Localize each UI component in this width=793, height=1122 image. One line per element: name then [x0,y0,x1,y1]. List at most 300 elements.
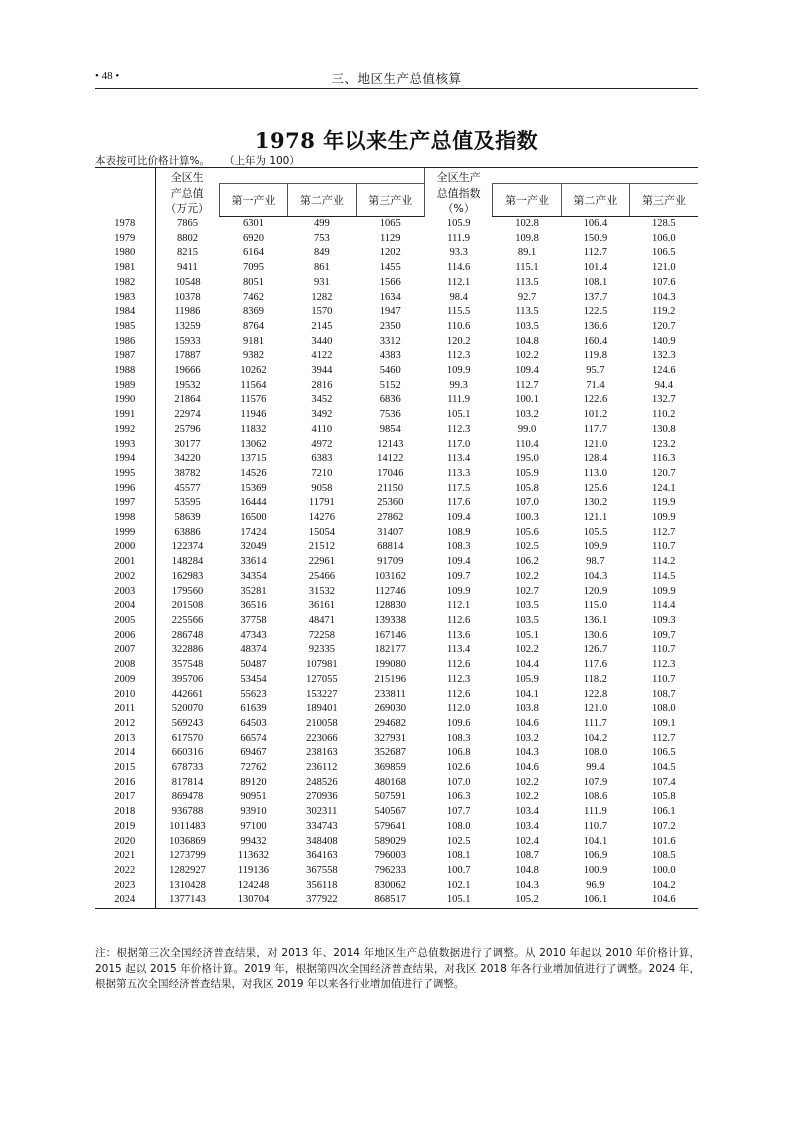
header-year [95,168,155,217]
cell-secondary-index: 104.1 [583,835,608,847]
cell-secondary-value: 2816 [311,379,333,391]
cell-primary-index: 108.7 [515,850,539,862]
cell-secondary-value: 1570 [311,306,333,318]
cell-secondary-index: 137.7 [583,291,608,303]
cell-primary-value: 9382 [242,350,264,362]
cell-primary-value: 11564 [240,379,267,391]
cell-secondary-value: 1282 [311,291,333,303]
cell-gdp-value: 38782 [174,467,201,479]
cell-tertiary-value: 27862 [377,512,404,524]
cell-year: 2017 [95,790,155,805]
cell-secondary-index: 119.8 [583,350,608,362]
table-row [95,658,698,673]
cell-primary-value: 99432 [240,835,267,847]
cell-tertiary-index: 110.7 [652,541,676,553]
table-row [95,849,698,864]
cell-gdp-index: 102.5 [446,835,471,847]
cell-secondary-value: 4972 [311,438,333,450]
cell-gdp-index: 106.3 [446,791,471,803]
cell-gdp-value: 179560 [171,585,204,597]
table-row [95,511,698,526]
cell-gdp-index: 109.9 [446,365,471,377]
cell-tertiary-value: 1566 [379,276,401,288]
header-tertiary-value: 第三产业 [356,184,424,217]
cell-gdp-value: 19532 [174,379,201,391]
cell-tertiary-value: 579641 [374,820,406,832]
cell-tertiary-index: 104.6 [630,893,698,908]
cell-tertiary-value: 7536 [379,409,401,421]
cell-year: 1994 [95,452,155,467]
cell-year: 2007 [95,643,155,658]
cell-gdp-value: 21864 [174,394,201,406]
cell-gdp-value: 520070 [171,703,204,715]
cell-gdp-index: 100.7 [446,864,471,876]
cell-primary-index: 115.1 [515,262,539,274]
cell-gdp-value: 936788 [171,806,204,818]
cell-tertiary-value: 103162 [374,570,406,582]
cell-gdp-value: 1273799 [169,850,206,862]
cell-secondary-value: 377922 [288,893,356,908]
cell-tertiary-index: 110.2 [652,409,676,421]
cell-tertiary-index: 108.0 [651,703,676,715]
cell-primary-index: 102.2 [515,570,539,582]
table-row [95,540,698,555]
cell-primary-index: 102.4 [515,835,539,847]
header-gdp [155,168,219,217]
table-row [95,276,698,291]
table-row [95,643,698,658]
cell-primary-index: 104.4 [515,659,539,671]
cell-secondary-index: 101.4 [583,262,608,274]
cell-gdp-index: 108.1 [446,850,471,862]
cell-secondary-value: 6383 [311,453,333,465]
cell-tertiary-index: 119.9 [652,497,676,509]
cell-primary-value: 97100 [240,820,267,832]
cell-primary-value: 34354 [240,570,267,582]
cell-primary-index: 195.0 [515,453,539,465]
header-tertiary-index: 第三产业 [630,184,698,217]
cell-year: 2010 [95,688,155,703]
cell-primary-index: 104.8 [515,864,539,876]
cell-primary-value: 17424 [240,526,267,538]
cell-tertiary-value: 507591 [374,791,406,803]
cell-tertiary-value: 796003 [374,850,406,862]
cell-primary-value: 11946 [240,409,267,421]
cell-secondary-index: 150.9 [583,232,608,244]
cell-primary-value: 130704 [219,893,287,908]
cell-tertiary-index: 112.7 [652,526,676,538]
cell-gdp-index: 114.6 [447,262,471,274]
cell-primary-index: 104.6 [515,717,539,729]
cell-gdp-index: 112.1 [447,600,471,612]
cell-year: 2005 [95,614,155,629]
cell-gdp-index: 102.1 [446,879,471,891]
table-row [95,408,698,423]
cell-tertiary-value: 868517 [356,893,424,908]
table-row [95,232,698,247]
cell-secondary-index: 101.2 [583,409,608,421]
cell-secondary-index: 121.1 [583,512,608,524]
cell-secondary-index: 106.4 [583,218,608,229]
cell-gdp-value: 1377143 [155,893,219,908]
cell-gdp-index: 107.7 [446,806,471,818]
cell-secondary-value: 2145 [311,320,333,332]
cell-secondary-index: 112.7 [583,247,608,259]
cell-gdp-index: 110.6 [447,320,471,332]
cell-gdp-index: 112.3 [447,673,471,685]
cell-secondary-index: 122.5 [583,306,608,318]
cell-year: 1998 [95,511,155,526]
cell-secondary-value: 48471 [308,614,335,626]
table-row [95,423,698,438]
cell-tertiary-value: 1202 [379,247,401,259]
cell-tertiary-value: 1947 [379,306,401,318]
footnote: 注：根据第三次全国经济普查结果，对 2013 年、2014 年地区生产总值数据进行了调整。从 2010 年起以 2010 年价格计算，2015 起以 2015 年价格计算。2019 年，根据第四次全国经济普查结果，对我区 2018 年各行业增加值进行了调整。2024 年，根据第五次全国经济普查结果，对我区 2019 年以来各行业增加值进行了调整。 [95,947,700,990]
cell-tertiary-value: 215196 [374,673,406,685]
cell-tertiary-value: 233811 [374,688,406,700]
cell-primary-index: 105.1 [515,629,539,641]
header-gdp-line1: 全区生 [170,171,204,184]
cell-year: 1980 [95,246,155,261]
cell-tertiary-value: 5152 [379,379,401,391]
cell-primary-index: 113.5 [515,276,539,288]
cell-tertiary-index: 119.2 [652,306,676,318]
cell-primary-value: 35281 [240,585,267,597]
table-subtitle [95,153,300,168]
cell-gdp-index: 112.6 [447,688,471,700]
cell-secondary-value: 72258 [308,629,335,641]
table-row [95,673,698,688]
cell-primary-index: 103.2 [515,409,539,421]
cell-primary-value: 32049 [240,541,267,553]
cell-tertiary-index: 94.4 [654,379,673,391]
cell-primary-index: 103.5 [515,600,539,612]
cell-secondary-value: 7210 [311,467,333,479]
cell-gdp-value: 1310428 [169,879,206,891]
cell-gdp-index: 106.8 [446,747,471,759]
cell-tertiary-index: 107.2 [651,820,676,832]
cell-primary-index: 107.0 [515,497,539,509]
cell-year: 1993 [95,438,155,453]
cell-primary-index: 106.2 [515,556,539,568]
cell-secondary-value: 9058 [311,482,333,494]
cell-secondary-value: 223066 [306,732,338,744]
cell-gdp-index: 117.6 [447,497,471,509]
cell-tertiary-index: 114.2 [652,556,676,568]
cell-year: 1984 [95,305,155,320]
cell-secondary-index: 120.9 [583,585,608,597]
cell-year: 1999 [95,526,155,541]
cell-tertiary-index: 116.3 [652,453,676,465]
cell-primary-index: 103.5 [515,614,539,626]
cell-tertiary-value: 112746 [374,585,406,597]
cell-year: 1995 [95,467,155,482]
cell-gdp-value: 1282927 [169,864,206,876]
cell-secondary-index: 96.9 [586,879,605,891]
cell-secondary-value: 189401 [306,703,338,715]
cell-year: 2021 [95,849,155,864]
cell-primary-index: 103.8 [515,703,539,715]
cell-tertiary-index: 104.5 [651,762,676,774]
cell-primary-value: 9181 [242,335,264,347]
header-index-line2: 总值指数 [436,186,481,200]
cell-primary-value: 113632 [237,850,270,862]
cell-primary-index: 104.1 [515,688,539,700]
table-row [95,761,698,776]
cell-primary-value: 53454 [240,673,267,685]
cell-tertiary-value: 4383 [379,350,401,362]
cell-tertiary-index: 101.6 [651,835,676,847]
cell-secondary-index: 106.1 [561,893,629,908]
cell-year: 1996 [95,482,155,497]
cell-primary-value: 11576 [240,394,267,406]
table-row [95,291,698,306]
cell-tertiary-index: 109.1 [651,717,676,729]
cell-gdp-value: 357548 [171,659,204,671]
cell-year: 2003 [95,585,155,600]
cell-secondary-value: 14276 [308,512,335,524]
cell-tertiary-value: 2350 [379,320,401,332]
cell-year: 1986 [95,335,155,350]
cell-tertiary-index: 123.2 [651,438,676,450]
cell-primary-value: 7462 [242,291,264,303]
cell-year: 1988 [95,364,155,379]
cell-tertiary-index: 107.6 [651,276,676,288]
cell-year: 2014 [95,746,155,761]
cell-year: 2004 [95,599,155,614]
cell-gdp-index: 109.4 [446,512,471,524]
table-row [95,790,698,805]
cell-year: 2000 [95,540,155,555]
cell-year: 2009 [95,673,155,688]
cell-tertiary-index: 124.6 [651,365,676,377]
cell-year: 2001 [95,555,155,570]
cell-tertiary-index: 120.7 [651,467,676,479]
cell-tertiary-value: 139338 [374,614,406,626]
cell-secondary-index: 107.9 [583,776,608,788]
cell-tertiary-value: 182177 [374,644,406,656]
page-header [95,66,698,89]
cell-secondary-index: 115.0 [583,600,608,612]
cell-primary-index: 100.1 [515,394,539,406]
cell-tertiary-value: 589029 [374,835,406,847]
table-row [95,893,698,908]
cell-year: 2013 [95,732,155,747]
cell-secondary-index: 95.7 [586,365,605,377]
cell-secondary-index: 109.9 [583,541,608,553]
cell-gdp-index: 113.3 [447,467,471,479]
cell-tertiary-index: 114.4 [652,600,676,612]
cell-primary-value: 119136 [237,864,270,876]
table-row [95,805,698,820]
header-gdp-line3: （万元） [165,202,210,215]
cell-gdp-index: 105.1 [424,893,492,908]
cell-gdp-value: 817814 [171,776,204,788]
cell-secondary-value: 348408 [306,835,338,847]
table-row [95,496,698,511]
cell-primary-index: 102.5 [515,541,539,553]
cell-tertiary-index: 105.8 [651,791,676,803]
cell-secondary-index: 128.4 [583,453,608,465]
cell-tertiary-value: 1634 [379,291,401,303]
cell-tertiary-index: 140.9 [651,335,676,347]
cell-tertiary-index: 104.3 [651,291,676,303]
table-row [95,379,698,394]
cell-secondary-value: 849 [313,247,330,259]
cell-gdp-index: 112.6 [447,614,471,626]
cell-gdp-value: 63886 [174,526,201,538]
header-blank-left [219,168,424,184]
table-row [95,864,698,879]
cell-tertiary-value: 21150 [377,482,404,494]
table-row [95,688,698,703]
cell-secondary-index: 100.9 [583,864,608,876]
cell-year: 2016 [95,776,155,791]
cell-primary-index: 102.2 [515,350,539,362]
cell-gdp-value: 45577 [174,482,201,494]
cell-secondary-value: 31532 [308,585,335,597]
cell-tertiary-value: 480168 [374,776,406,788]
cell-secondary-index: 113.0 [583,467,608,479]
cell-primary-index: 104.3 [515,747,539,759]
cell-tertiary-value: 31407 [377,526,404,538]
cell-gdp-value: 7865 [176,217,198,229]
cell-primary-value: 64503 [240,717,267,729]
cell-year: 2020 [95,835,155,850]
cell-tertiary-index: 108.5 [651,850,676,862]
cell-secondary-index: 117.7 [583,423,608,435]
cell-year: 2006 [95,629,155,644]
cell-tertiary-index: 109.9 [651,512,676,524]
cell-secondary-index: 108.6 [583,791,608,803]
cell-tertiary-index: 132.7 [651,394,676,406]
cell-year: 2019 [95,820,155,835]
table-row [95,776,698,791]
cell-secondary-value: 107981 [306,659,338,671]
cell-gdp-value: 58639 [174,512,201,524]
cell-primary-index: 103.5 [515,320,539,332]
cell-primary-index: 100.3 [515,512,539,524]
table-body [95,217,698,909]
cell-tertiary-index: 106.5 [651,247,676,259]
cell-primary-value: 10262 [240,365,267,377]
cell-tertiary-value: 352687 [374,747,406,759]
cell-secondary-value: 3944 [311,365,333,377]
cell-tertiary-value: 9854 [379,423,401,435]
cell-secondary-value: 861 [313,262,330,274]
cell-gdp-value: 162983 [171,570,204,582]
table-row [95,746,698,761]
cell-gdp-index: 98.4 [449,291,468,303]
cell-year: 1982 [95,276,155,291]
cell-gdp-value: 617570 [171,732,204,744]
cell-tertiary-index: 104.2 [651,879,676,891]
cell-secondary-value: 153227 [306,688,338,700]
cell-gdp-value: 8215 [176,247,198,259]
cell-secondary-index: 111.9 [583,806,607,818]
cell-secondary-value: 36161 [308,600,335,612]
cell-tertiary-value: 14122 [377,453,404,465]
cell-gdp-index: 112.3 [447,350,471,362]
cell-secondary-value: 127055 [306,673,338,685]
cell-secondary-value: 270936 [306,791,338,803]
cell-gdp-index: 117.5 [447,482,471,494]
cell-primary-index: 92.7 [517,291,537,303]
cell-tertiary-index: 109.3 [651,614,676,626]
cell-year: 1981 [95,261,155,276]
cell-gdp-value: 17887 [174,350,201,362]
cell-tertiary-value: 91709 [377,556,404,568]
table-row [95,217,698,232]
cell-gdp-index: 108.0 [446,820,471,832]
cell-tertiary-value: 796233 [374,864,406,876]
cell-primary-value: 6164 [242,247,264,259]
table-row [95,364,698,379]
cell-gdp-index: 109.4 [446,556,471,568]
cell-year: 1997 [95,496,155,511]
cell-year: 1991 [95,408,155,423]
cell-primary-index: 99.0 [517,423,537,435]
header-index-line3: （%） [442,202,475,215]
cell-secondary-index: 108.0 [583,747,608,759]
cell-secondary-value: 302311 [306,806,338,818]
cell-secondary-value: 22961 [308,556,335,568]
cell-secondary-value: 334743 [306,820,338,832]
table-row [95,717,698,732]
cell-year: 2018 [95,805,155,820]
cell-gdp-value: 395706 [171,673,204,685]
cell-secondary-value: 3492 [311,409,333,421]
cell-secondary-index: 121.0 [583,703,608,715]
cell-year: 1987 [95,349,155,364]
cell-tertiary-value: 1129 [379,232,401,244]
cell-primary-index: 109.4 [515,365,539,377]
cell-primary-index: 103.4 [515,806,539,818]
calculation-note: 本表按可比价格计算%。 [95,155,210,167]
header-secondary-index: 第二产业 [561,184,629,217]
cell-tertiary-value: 68814 [377,541,404,553]
cell-primary-value: 124248 [237,879,270,891]
cell-secondary-index: 130.2 [583,497,608,509]
cell-secondary-value: 356118 [306,879,338,891]
cell-secondary-value: 92335 [308,644,335,656]
cell-primary-index: 102.2 [515,644,539,656]
cell-gdp-index: 112.6 [447,659,471,671]
cell-primary-index: 110.4 [515,438,539,450]
cell-tertiary-index: 120.7 [651,320,676,332]
cell-primary-value: 93910 [240,806,267,818]
table-row [95,585,698,600]
header-index-line1: 全区生产 [436,171,481,184]
cell-secondary-index: 106.9 [583,850,608,862]
cell-tertiary-index: 124.1 [651,482,676,494]
cell-year: 1983 [95,291,155,306]
cell-gdp-index: 108.9 [446,526,471,538]
cell-secondary-index: 108.1 [583,276,608,288]
cell-gdp-value: 201508 [171,600,204,612]
cell-primary-index: 89.1 [517,247,537,259]
cell-primary-value: 72762 [240,762,267,774]
cell-secondary-value: 931 [313,276,330,288]
cell-primary-index: 105.8 [515,482,539,494]
header-secondary-value: 第二产业 [288,184,356,217]
cell-gdp-value: 10378 [174,291,201,303]
header-blank-right [493,168,698,184]
table-row [95,570,698,585]
cell-year: 1985 [95,320,155,335]
cell-tertiary-index: 110.7 [652,644,676,656]
cell-gdp-value: 8802 [176,232,198,244]
